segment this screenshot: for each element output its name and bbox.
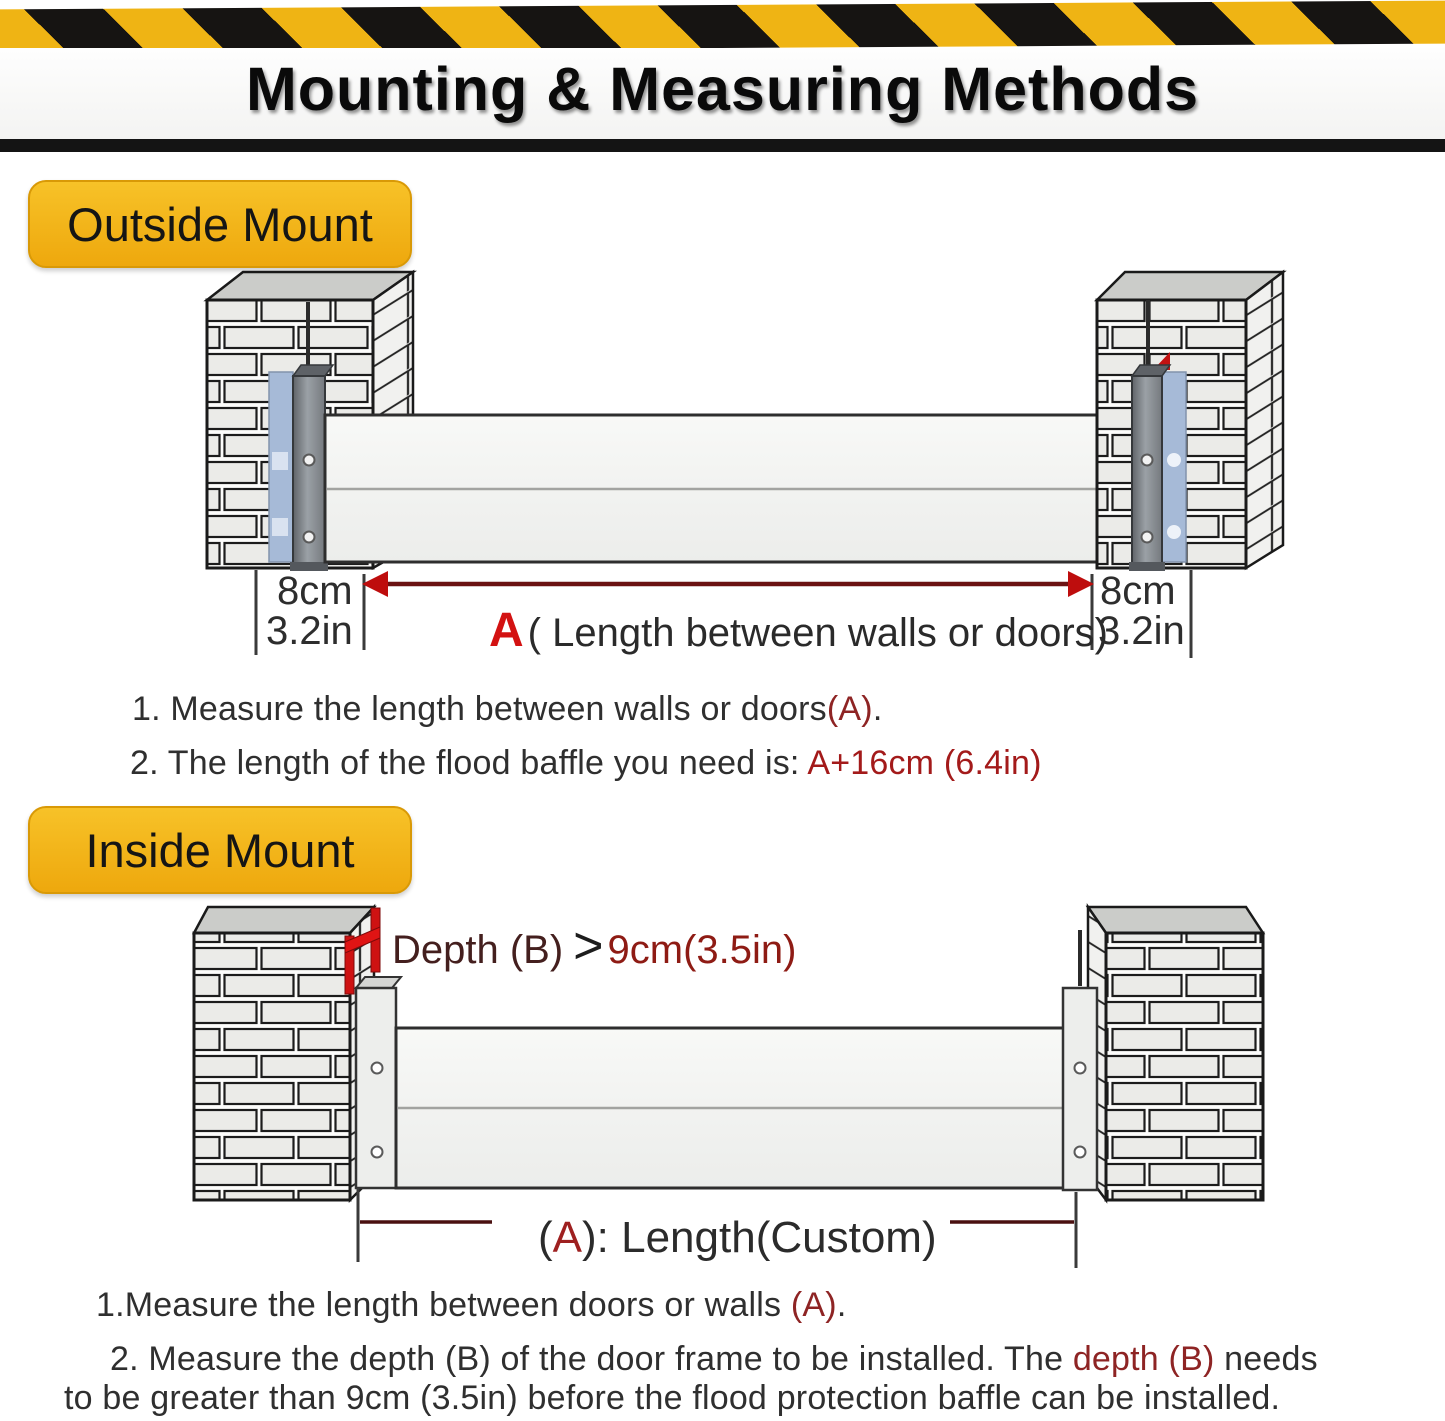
span-a-letter: A: [489, 604, 524, 657]
pillar-front-face: [194, 933, 350, 1200]
span-label-text: ): Length(Custom): [582, 1213, 937, 1262]
screw-hole: [1075, 1147, 1086, 1158]
right-offset-cm: 8cm: [1100, 569, 1176, 613]
instruction-text: 1.Measure the length between doors or walls: [96, 1286, 791, 1324]
instruction-highlight: A+16cm (6.4in): [807, 744, 1042, 782]
outside-mount-diagram: [207, 272, 1283, 658]
span-label-text: ( Length between walls or doors): [527, 611, 1108, 655]
span-a-letter: A: [552, 1213, 583, 1262]
inside-right-pillar: [1088, 907, 1263, 1200]
depth-requirement-label: [392, 917, 797, 975]
page-title: Mounting & Measuring Methods: [245, 55, 1200, 123]
instruction-text: needs: [1214, 1340, 1318, 1378]
inside-mount-diagram: [194, 907, 1263, 1268]
outside-instruction-1: [132, 690, 882, 729]
instruction-highlight: (A): [790, 1286, 837, 1324]
greater-than-sign: >: [573, 917, 604, 975]
left-offset-in: 3.2in: [266, 609, 353, 653]
arrowhead-left: [362, 571, 388, 597]
inside-instruction-2-continued: [64, 1379, 1280, 1418]
arrowhead-right: [1068, 571, 1094, 597]
bracket-rail: [1063, 988, 1097, 1190]
screw-hole: [1142, 532, 1153, 543]
open-paren: (: [538, 1213, 553, 1262]
left-offset-cm: 8cm: [277, 569, 353, 613]
screw-hole: [372, 1147, 383, 1158]
instruction-text: 1. Measure the length between walls or doors: [132, 690, 827, 728]
inside-flood-barrier-panel: [396, 1028, 1068, 1188]
span-length-label: [489, 604, 1108, 657]
seal-strip-mark: [272, 518, 288, 536]
inside-instruction-2: [110, 1340, 1318, 1379]
bracket-top-bevel: [356, 977, 401, 988]
seal-strip-mark: [272, 452, 288, 470]
custom-length-label: [538, 1213, 937, 1262]
screw-hole: [1142, 455, 1153, 466]
right-offset-in: 3.2in: [1098, 609, 1185, 653]
inside-left-bracket: [356, 977, 401, 1188]
instruction-text: .: [836, 1286, 847, 1324]
seal-strip-mark: [1167, 453, 1181, 467]
channel-top-cap: [293, 365, 333, 376]
depth-label: Depth (B): [392, 928, 564, 972]
inside-mount-section-label: Inside Mount: [28, 806, 412, 894]
outside-mount-section-label: Outside Mount: [28, 180, 412, 268]
outside-flood-barrier-panel: [325, 415, 1131, 562]
seal-strip-mark: [1167, 525, 1181, 539]
pillar-side-face: [1246, 272, 1283, 568]
instruction-highlight: depth (B): [1072, 1340, 1215, 1378]
depth-value: 9cm(3.5in): [607, 928, 797, 972]
screw-hole: [304, 455, 315, 466]
inside-instruction-1: [96, 1286, 846, 1325]
instruction-text: .: [872, 690, 883, 728]
pillar-top-face: [194, 907, 374, 933]
instruction-text: 2. Measure the depth (B) of the door frame to be installed. The: [110, 1340, 1073, 1378]
outside-measurement-annotations: [256, 569, 1191, 658]
screw-hole: [304, 532, 315, 543]
instruction-text: to be greater than 9cm (3.5in) before the flood protection baffle can be installed.: [64, 1379, 1281, 1417]
instruction-text: 2. The length of the flood baffle you need is:: [130, 744, 808, 782]
instruction-highlight: (A): [826, 690, 873, 728]
outside-instruction-2: [130, 744, 1042, 783]
pillar-front-face: [1106, 933, 1263, 1200]
screw-hole: [1075, 1063, 1086, 1074]
outside-right-pillar: [1097, 272, 1283, 568]
pillar-top-face: [1088, 907, 1263, 933]
screw-hole: [372, 1063, 383, 1074]
